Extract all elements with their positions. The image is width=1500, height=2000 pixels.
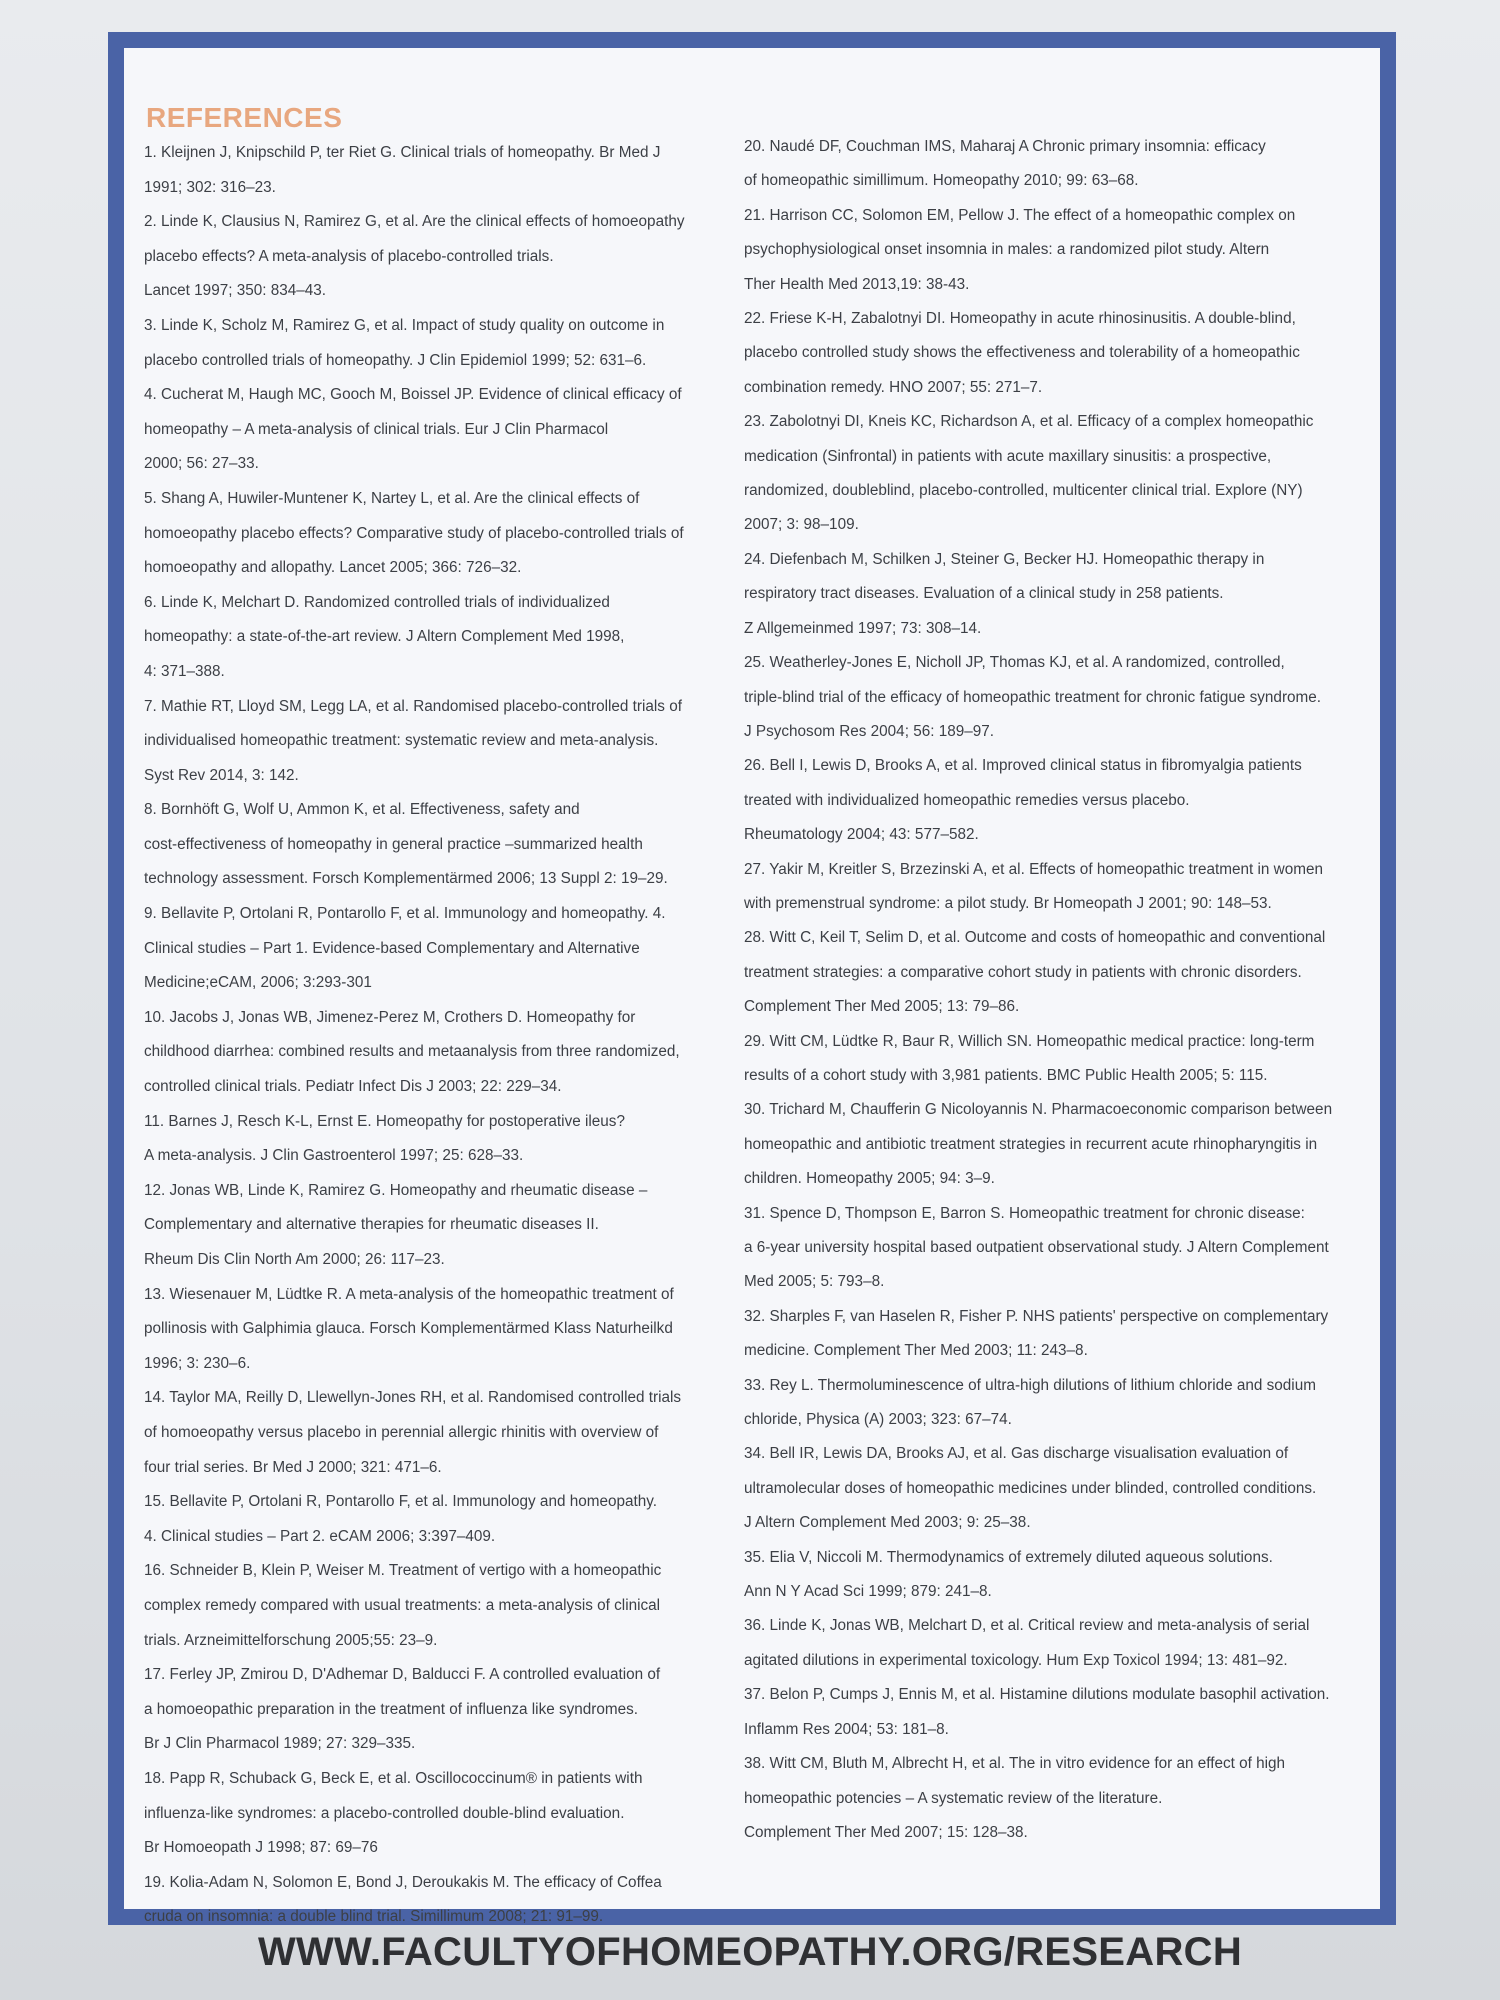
reference-entry	[744, 1609, 1400, 1678]
reference-entry	[144, 1866, 734, 1935]
reference-line: Medicine;eCAM, 2006; 3:293-301	[144, 974, 372, 992]
reference-line: 9. Bellavite P, Ortolani R, Pontarollo F, et al. Immunology and homeopathy. 4.	[144, 905, 666, 923]
reference-line: 38. Witt CM, Bluth M, Albrecht H, et al. The in vitro evidence for an effect of high	[744, 1755, 1286, 1773]
reference-line: technology assessment. Forsch Komplementärmed 2006; 13 Suppl 2: 19–29.	[144, 870, 668, 888]
reference-line: 13. Wiesenauer M, Lüdtke R. A meta-analysis of the homeopathic treatment of	[144, 1285, 674, 1303]
reference-line: Ann N Y Acad Sci 1999; 879: 241–8.	[744, 1583, 992, 1601]
reference-line: 20. Naudé DF, Couchman IMS, Maharaj A Chronic primary insomnia: efficacy	[744, 138, 1266, 155]
reference-line: 36. Linde K, Jonas WB, Melchart D, et al. Critical review and meta-analysis of serial	[744, 1617, 1310, 1635]
reference-line: Ther Health Med 2013,19: 38-43.	[744, 275, 970, 293]
reference-line: 4. Clinical studies – Part 2. eCAM 2006; 3:397–409.	[144, 1527, 496, 1545]
reference-line: J Psychosom Res 2004; 56: 189–97.	[744, 722, 995, 740]
footer-website-url: WWW.FACULTYOFHOMEOPATHY.ORG/RESEARCH	[257, 1930, 1243, 1974]
reference-line: 3. Linde K, Scholz M, Ramirez G, et al. Impact of study quality on outcome in	[144, 316, 665, 334]
reference-line: 30. Trichard M, Chaufferin G Nicoloyannis N. Pharmacoeconomic comparison between	[744, 1101, 1333, 1119]
reference-line: childhood diarrhea: combined results and metaanalysis from three randomized,	[144, 1043, 680, 1061]
reference-line: results of a cohort study with 3,981 patients. BMC Public Health 2005; 5: 115.	[744, 1066, 1268, 1084]
reference-line: Med 2005; 5: 793–8.	[744, 1273, 885, 1291]
reference-line: 14. Taylor MA, Reilly D, Llewellyn-Jones RH, et al. Randomised controlled trials	[144, 1389, 682, 1407]
reference-line: 12. Jonas WB, Linde K, Ramirez G. Homeopathy and rheumatic disease –	[144, 1181, 648, 1199]
reference-line: Complement Ther Med 2005; 13: 79–86.	[744, 998, 1020, 1016]
reference-line: a homoeopathic preparation in the treatment of influenza like syndromes.	[144, 1700, 639, 1718]
reference-entry	[144, 136, 734, 205]
reference-line: homeopathic potencies – A systematic review of the literature.	[744, 1789, 1163, 1807]
reference-line: triple-blind trial of the efficacy of homeopathic treatment for chronic fatigue syndrome.	[744, 688, 1322, 706]
references-left-column	[144, 136, 734, 1935]
reference-line: Rheumatology 2004; 43: 577–582.	[744, 826, 979, 844]
reference-entry	[144, 1001, 734, 1105]
reference-entry	[744, 1369, 1400, 1438]
reference-line: with premenstrual syndrome: a pilot study. Br Homeopath J 2001; 90: 148–53.	[744, 894, 1272, 912]
reference-line: Br Homoeopath J 1998; 87: 69–76	[144, 1839, 378, 1857]
reference-line: 4. Cucherat M, Haugh MC, Gooch M, Boissel JP. Evidence of clinical efficacy of	[144, 386, 682, 404]
reference-line: 29. Witt CM, Lüdtke R, Baur R, Willich SN. Homeopathic medical practice: long-term	[744, 1032, 1315, 1050]
reference-entry	[144, 793, 734, 897]
reference-line: randomized, doubleblind, placebo-controlled, multicenter clinical trial. Explore (NY)	[744, 482, 1303, 500]
reference-line: of homoeopathy versus placebo in perennial allergic rhinitis with overview of	[144, 1423, 659, 1441]
reference-entry	[144, 482, 734, 586]
reference-line: A meta-analysis. J Clin Gastroenterol 1997; 25: 628–33.	[144, 1147, 524, 1165]
reference-line: complex remedy compared with usual treatments: a meta-analysis of clinical	[144, 1596, 661, 1614]
reference-entry	[144, 378, 734, 482]
reference-page	[108, 32, 1396, 1925]
reference-line: 32. Sharples F, van Haselen R, Fisher P. NHS patients' perspective on complementary	[744, 1307, 1329, 1325]
reference-line: Complementary and alternative therapies for rheumatic diseases II.	[144, 1216, 599, 1234]
reference-line: four trial series. Br Med J 2000; 321: 471–6.	[144, 1458, 442, 1476]
reference-line: 24. Diefenbach M, Schilken J, Steiner G, Becker HJ. Homeopathic therapy in	[744, 550, 1265, 568]
reference-entry	[144, 1105, 734, 1174]
reference-line: 1996; 3: 230–6.	[144, 1354, 251, 1372]
reference-line: 23. Zabolotnyi DI, Kneis KC, Richardson A, et al. Efficacy of a complex homeopathic	[744, 413, 1314, 431]
reference-line: 25. Weatherley-Jones E, Nicholl JP, Thomas KJ, et al. A randomized, controlled,	[744, 654, 1285, 672]
reference-line: 26. Bell I, Lewis D, Brooks A, et al. Improved clinical status in fibromyalgia patients	[744, 757, 1302, 775]
reference-line: 7. Mathie RT, Lloyd SM, Legg LA, et al. Randomised placebo-controlled trials of	[144, 697, 682, 715]
reference-entry	[144, 690, 734, 794]
reference-line: children. Homeopathy 2005; 94: 3–9.	[744, 1170, 995, 1188]
reference-line: homeopathy: a state-of-the-art review. J Altern Complement Med 1998,	[144, 628, 625, 646]
reference-line: 2. Linde K, Clausius N, Ramirez G, et al. Are the clinical effects of homoeopathy	[144, 213, 685, 231]
reference-line: 31. Spence D, Thompson E, Barron S. Homeopathic treatment for chronic disease:	[744, 1204, 1305, 1222]
reference-line: 16. Schneider B, Klein P, Weiser M. Treatment of vertigo with a homeopathic	[144, 1562, 662, 1580]
reference-entry	[144, 309, 734, 378]
reference-entry	[744, 749, 1400, 852]
reference-entry	[144, 1658, 734, 1762]
reference-entry	[744, 1747, 1400, 1850]
reference-line: of homeopathic simillimum. Homeopathy 2010; 99: 63–68.	[744, 172, 1139, 190]
reference-line: 10. Jacobs J, Jonas WB, Jimenez-Perez M, Crothers D. Homeopathy for	[144, 1008, 636, 1026]
reference-line: Inflamm Res 2004; 53: 181–8.	[744, 1720, 949, 1738]
reference-line: 19. Kolia-Adam N, Solomon E, Bond J, Deroukakis M. The efficacy of Coffea	[144, 1873, 662, 1891]
reference-line: 2007; 3: 98–109.	[744, 516, 859, 534]
reference-line: Br J Clin Pharmacol 1989; 27: 329–335.	[144, 1735, 416, 1753]
reference-line: combination remedy. HNO 2007; 55: 271–7.	[744, 378, 1043, 396]
reference-line: 6. Linde K, Melchart D. Randomized controlled trials of individualized	[144, 593, 610, 611]
reference-entry	[144, 1381, 734, 1485]
reference-line: homeopathic and antibiotic treatment strategies in recurrent acute rhinopharyngitis in	[744, 1135, 1318, 1153]
reference-line: medication (Sinfrontal) in patients with acute maxillary sinusitis: a prospective,	[744, 447, 1272, 465]
reference-line: 22. Friese K-H, Zabalotnyi DI. Homeopathy in acute rhinosinusitis. A double-blind,	[744, 310, 1296, 328]
reference-line: treated with individualized homeopathic remedies versus placebo.	[744, 791, 1190, 809]
reference-line: Clinical studies – Part 1. Evidence-based Complementary and Alternative	[144, 939, 640, 957]
reference-line: homoeopathy placebo effects? Comparative study of placebo-controlled trials of	[144, 524, 684, 542]
reference-line: Complement Ther Med 2007; 15: 128–38.	[744, 1823, 1028, 1841]
reference-line: cruda on insomnia: a double blind trial. Simillimum 2008; 21: 91–99.	[144, 1908, 604, 1926]
reference-entry	[744, 1197, 1400, 1300]
reference-entry	[144, 205, 734, 309]
reference-entry	[144, 1485, 734, 1554]
reference-entry	[744, 921, 1400, 1024]
reference-line: a 6-year university hospital based outpatient observational study. J Altern Complement	[744, 1239, 1329, 1256]
reference-line: 1. Kleijnen J, Knipschild P, ter Riet G. Clinical trials of homeopathy. Br Med J	[144, 144, 661, 161]
reference-line: Rheum Dis Clin North Am 2000; 26: 117–23.	[144, 1251, 445, 1268]
reference-line: homoeopathy and allopathy. Lancet 2005; 366: 726–32.	[144, 559, 522, 577]
references-right-column	[744, 130, 1400, 1850]
reference-line: 28. Witt C, Keil T, Selim D, et al. Outcome and costs of homeopathic and conventional	[744, 929, 1326, 947]
reference-line: trials. Arzneimittelforschung 2005;55: 23–9.	[144, 1631, 438, 1649]
reference-entry	[144, 1278, 734, 1382]
reference-line: agitated dilutions in experimental toxicology. Hum Exp Toxicol 1994; 13: 481–92.	[744, 1651, 1288, 1669]
reference-line: medicine. Complement Ther Med 2003; 11: 243–8.	[744, 1342, 1088, 1360]
reference-entry	[144, 1554, 734, 1658]
reference-entry	[144, 897, 734, 1001]
reference-line: 4: 371–388.	[144, 662, 225, 680]
reference-line: 33. Rey L. Thermoluminescence of ultra-high dilutions of lithium chloride and sodium	[744, 1376, 1316, 1394]
reference-line: 1991; 302: 316–23.	[144, 178, 276, 196]
reference-line: ultramolecular doses of homeopathic medicines under blinded, controlled conditions.	[744, 1479, 1317, 1497]
reference-line: cost-effectiveness of homeopathy in general practice –summarized health	[144, 835, 643, 853]
reference-entry	[744, 1541, 1400, 1610]
reference-entry	[744, 1025, 1400, 1094]
reference-entry	[144, 1174, 734, 1278]
reference-line: 18. Papp R, Schuback G, Beck E, et al. Oscillococcinum® in patients with	[144, 1769, 643, 1787]
reference-entry	[744, 853, 1400, 922]
reference-line: J Altern Complement Med 2003; 9: 25–38.	[744, 1514, 1031, 1532]
reference-line: 11. Barnes J, Resch K-L, Ernst E. Homeopathy for postoperative ileus?	[144, 1112, 625, 1130]
reference-line: placebo controlled trials of homeopathy. J Clin Epidemiol 1999; 52: 631–6.	[144, 351, 647, 369]
reference-line: 34. Bell IR, Lewis DA, Brooks AJ, et al. Gas discharge visualisation evaluation of	[744, 1445, 1289, 1463]
reference-line: respiratory tract diseases. Evaluation of a clinical study in 258 patients.	[744, 585, 1224, 603]
reference-line: chloride, Physica (A) 2003; 323: 67–74.	[744, 1411, 1012, 1429]
reference-line: 2000; 56: 27–33.	[144, 455, 259, 473]
reference-entry	[744, 543, 1400, 646]
reference-line: influenza-like syndromes: a placebo-controlled double-blind evaluation.	[144, 1804, 625, 1822]
reference-line: 37. Belon P, Cumps J, Ennis M, et al. Histamine dilutions modulate basophil activation.	[744, 1686, 1330, 1704]
reference-line: homeopathy – A meta-analysis of clinical trials. Eur J Clin Pharmacol	[144, 420, 609, 438]
reference-entry	[744, 199, 1400, 302]
reference-line: 15. Bellavite P, Ortolani R, Pontarollo F, et al. Immunology and homeopathy.	[144, 1493, 658, 1511]
reference-entry	[744, 1678, 1400, 1747]
reference-line: pollinosis with Galphimia glauca. Forsch Komplementärmed Klass Naturheilkd	[144, 1320, 673, 1338]
reference-line: 5. Shang A, Huwiler-Muntener K, Nartey L, et al. Are the clinical effects of	[144, 489, 640, 507]
reference-line: psychophysiological onset insomnia in males: a randomized pilot study. Altern	[744, 241, 1270, 259]
reference-line: individualised homeopathic treatment: systematic review and meta-analysis.	[144, 732, 659, 750]
reference-line: controlled clinical trials. Pediatr Infect Dis J 2003; 22: 229–34.	[144, 1078, 562, 1096]
reference-line: 17. Ferley JP, Zmirou D, D'Adhemar D, Balducci F. A controlled evaluation of	[144, 1666, 661, 1684]
reference-line: 27. Yakir M, Kreitler S, Brzezinski A, et al. Effects of homeopathic treatment in women	[744, 860, 1323, 878]
reference-line: Lancet 1997; 350: 834–43.	[144, 282, 327, 300]
reference-entry	[744, 646, 1400, 749]
reference-entry	[744, 405, 1400, 543]
reference-line: placebo effects? A meta-analysis of placebo-controlled trials.	[144, 247, 554, 265]
reference-entry	[744, 1437, 1400, 1540]
reference-line: 21. Harrison CC, Solomon EM, Pellow J. The effect of a homeopathic complex on	[744, 206, 1296, 224]
reference-entry	[744, 302, 1400, 405]
reference-line: Z Allgemeinmed 1997; 73: 308–14.	[744, 619, 982, 637]
reference-entry	[744, 1300, 1400, 1369]
reference-line: treatment strategies: a comparative cohort study in patients with chronic disorders.	[744, 963, 1302, 981]
reference-line: 8. Bornhöft G, Wolf U, Ammon K, et al. Effectiveness, safety and	[144, 801, 580, 819]
reference-line: Syst Rev 2014, 3: 142.	[144, 766, 299, 784]
reference-line: 35. Elia V, Niccoli M. Thermodynamics of extremely diluted aqueous solutions.	[744, 1548, 1273, 1566]
reference-entry	[144, 1762, 734, 1866]
reference-entry	[744, 1093, 1400, 1196]
reference-entry	[744, 130, 1400, 199]
references-heading: REFERENCES	[146, 102, 343, 133]
reference-entry	[144, 586, 734, 690]
reference-line: placebo controlled study shows the effectiveness and tolerability of a homeopathic	[744, 344, 1300, 362]
